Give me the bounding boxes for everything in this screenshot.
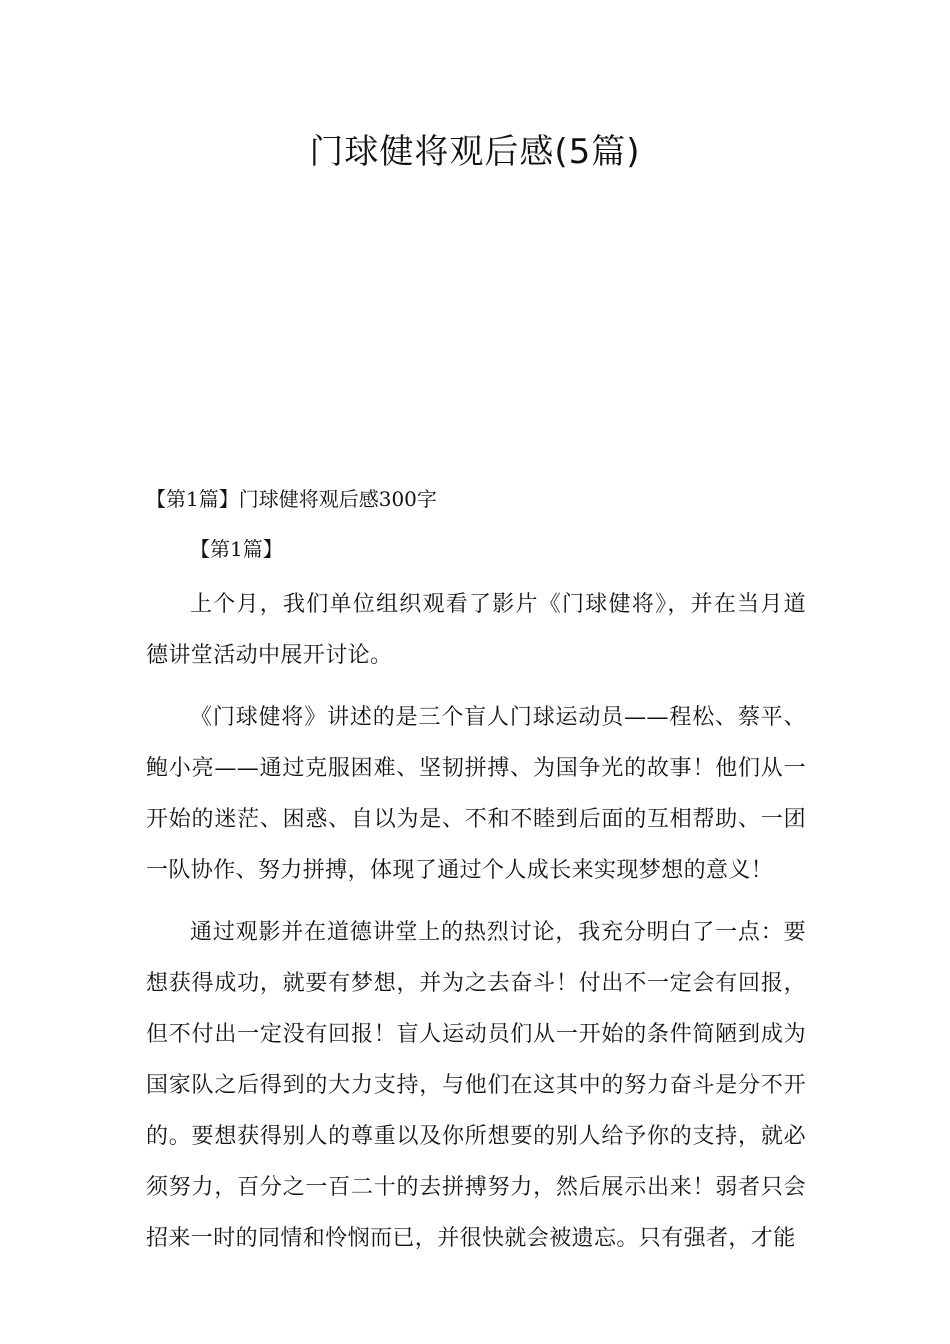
document-title: 门球健将观后感(5篇) xyxy=(309,132,641,172)
section-heading: 【第1篇】门球健将观后感300字 xyxy=(146,487,437,511)
document-body xyxy=(146,480,806,1264)
sub-heading: 【第1篇】 xyxy=(190,537,283,561)
paragraph-2: 《门球健将》讲述的是三个盲人门球运动员——程松、蔡平、鲍小亮——通过克服困难、坚韧拼搏、为国争光的故事！他们从一开始的迷茫、困惑、自以为是、不和不睦到后面的互相帮助、一团一队协作、努力拼搏，体现了通过个人成长来实现梦想的意义！ xyxy=(146,705,806,883)
paragraph-3: 通过观影并在道德讲堂上的热烈讨论，我充分明白了一点：要想获得成功，就要有梦想，并为之去奋斗！付出不一定会有回报，但不付出一定没有回报！盲人运动员们从一开始的条件简陋到成为国家队之后得到的大力支持，与他们在这其中的努力奋斗是分不开的。要想获得别人的尊重以及你所想要的别人给予你的支持，就必须努力，百分之一百二十的去拼搏努力，然后展示出来！弱者只会招来一时的同情和怜悯而已，并很快就会被遗忘。只有强者，才能 xyxy=(146,920,806,1251)
paragraph-1: 上个月，我们单位组织观看了影片《门球健将》，并在当月道德讲堂活动中展开讨论。 xyxy=(146,592,806,668)
